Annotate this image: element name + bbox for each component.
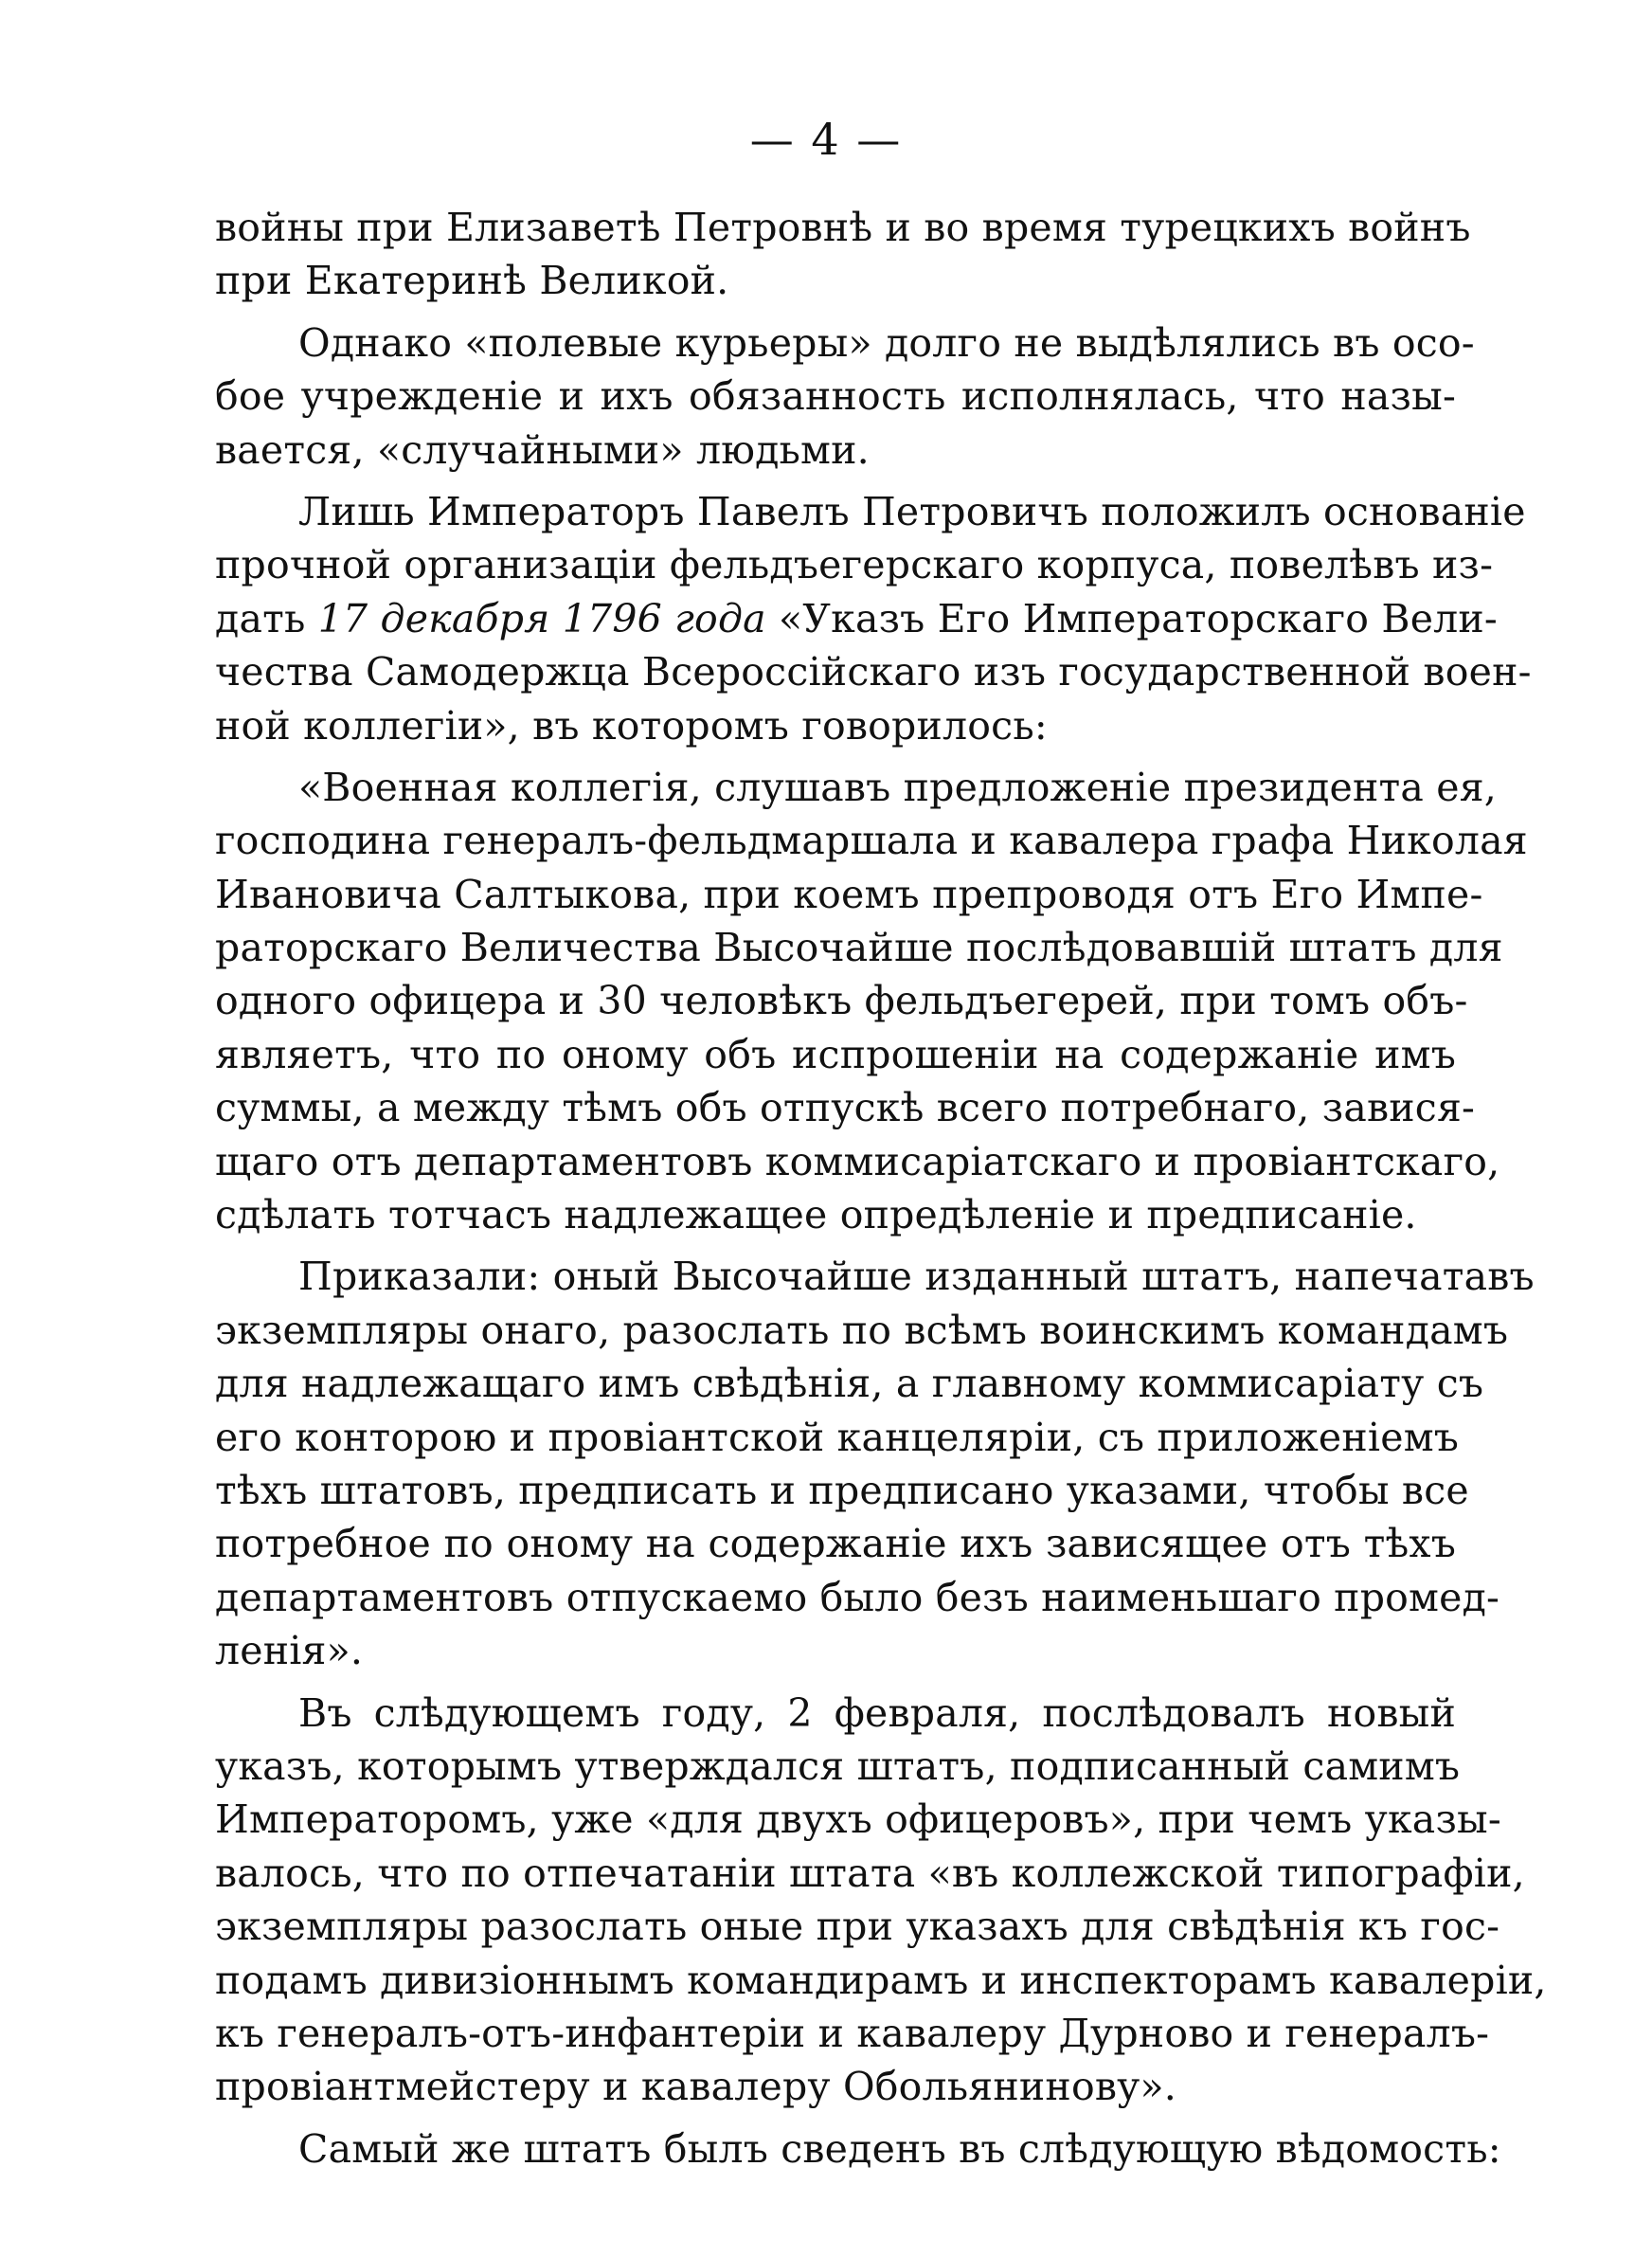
date-line-prefix: дать — [215, 595, 306, 641]
text-line: раторскаго Величества Высочайше послѣдовавшій штатъ для — [215, 925, 1503, 971]
text-line: Въ слѣдующемъ году, 2 февраля, послѣдовалъ новый — [298, 1689, 1456, 1736]
decree-date: 17 декабря 1796 года — [317, 595, 766, 641]
text-line-with-date — [215, 592, 1498, 645]
text-line: войны при Елизаветѣ Петровнѣ и во время турецкихъ войнъ — [215, 205, 1471, 250]
text-line: тѣхъ штатовъ, предписать и предписано указами, чтобы все — [215, 1467, 1469, 1513]
text-line: являетъ, что по оному объ испрошеніи на содержаніе имъ — [215, 1031, 1456, 1077]
text-line: провіантмейстеру и кавалеру Обольянинову». — [215, 2064, 1176, 2110]
text-line: ленія». — [215, 1628, 364, 1674]
text-line: одного офицера и 30 человѣкъ фельдъегерей, при томъ объ- — [215, 978, 1468, 1024]
text-line: бое учрежденіе и ихъ обязанность исполнялась, что назы- — [215, 373, 1456, 420]
text-line: прочной организаціи фельдъегерскаго корпуса, повелѣвъ из- — [215, 542, 1494, 588]
text-line: его конторою и провіантской канцеляріи, съ приложеніемъ — [215, 1414, 1460, 1460]
text-line: Ивановича Салтыкова, при коемъ препроводя отъ Его Импе- — [215, 871, 1483, 917]
paragraph-7 — [215, 2122, 1501, 2176]
paragraph-3 — [215, 485, 1532, 752]
text-line: экземпляры разослать оные при указахъ для свѣдѣнія къ гос- — [215, 1904, 1500, 1950]
text-line: подамъ дивизіоннымъ командирамъ и инспекторамъ кавалеріи, — [215, 1957, 1547, 2003]
paragraph-4-quote — [215, 761, 1528, 1242]
paragraph-2 — [215, 316, 1475, 477]
paragraph-5 — [215, 1250, 1535, 1677]
text-line: Самый же штатъ былъ сведенъ въ слѣдующую вѣдомость: — [298, 2125, 1501, 2172]
paragraph-1 — [215, 201, 1471, 308]
page-number: — 4 — — [749, 114, 903, 165]
text-line: для надлежащаго имъ свѣдѣнія, а главному коммисаріату съ — [215, 1361, 1484, 1407]
date-line-suffix: «Указъ Его Императорскаго Вели- — [779, 595, 1498, 641]
text-line: сдѣлать тотчасъ надлежащее опредѣленіе и предписаніе. — [215, 1192, 1417, 1238]
text-line: потребное по оному на содержаніе ихъ зависящее отъ тѣхъ — [215, 1521, 1456, 1567]
text-line: къ генералъ-отъ-инфантеріи и кавалеру Дурново и генералъ- — [215, 2010, 1490, 2056]
text-line: валось, что по отпечатаніи штата «въ коллежской типографіи, — [215, 1850, 1525, 1896]
paragraph-6 — [215, 1687, 1547, 2114]
text-line: «Военная коллегія, слушавъ предложеніе президента ея, — [298, 764, 1498, 810]
text-line: Приказали: оный Высочайше изданный штатъ, напечатавъ — [298, 1254, 1535, 1300]
text-line: департаментовъ отпускаемо было безъ наименьшаго промед- — [215, 1574, 1500, 1620]
text-line: щаго отъ департаментовъ коммисаріатскаго и провіантскаго, — [215, 1138, 1500, 1184]
body-text — [215, 201, 1547, 2184]
text-line: суммы, а между тѣмъ объ отпускѣ всего потребнаго, завися- — [215, 1085, 1476, 1131]
text-line: при Екатеринѣ Великой. — [215, 258, 729, 304]
text-line: указъ, которымъ утверждался штатъ, подписанный самимъ — [215, 1742, 1461, 1789]
text-line: Лишь Императоръ Павелъ Петровичъ положилъ основаніе — [298, 488, 1526, 534]
text-line: господина генералъ-фельдмаршала и кавалера графа Николая — [215, 818, 1528, 864]
text-line: экземпляры онаго, разослать по всѣмъ воинскимъ командамъ — [215, 1307, 1509, 1353]
text-line: Императоромъ, уже «для двухъ офицеровъ», при чемъ указы- — [215, 1797, 1501, 1843]
text-line: ной коллегіи», въ которомъ говорилось: — [215, 702, 1048, 749]
text-line: Однако «полевые курьеры» долго не выдѣлялись въ осо- — [298, 319, 1475, 366]
text-line: чества Самодержца Всероссійскаго изъ государственной воен- — [215, 649, 1532, 695]
text-line: вается, «случайными» людьми. — [215, 426, 870, 473]
